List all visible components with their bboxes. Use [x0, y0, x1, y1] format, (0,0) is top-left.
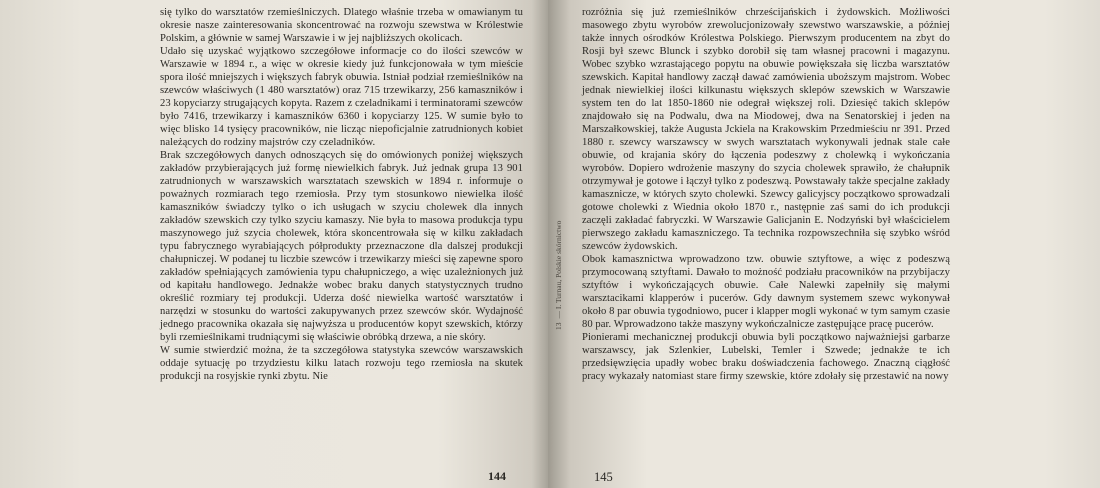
signature-mark [554, 217, 563, 330]
paragraph: Obok kamasznictwa wprowadzono tzw. obuwie sztyftowe, a więc z podeszwą przymocowaną sztyftami. Dawało to możność podziału pracowników na przybijaczy sztyftów i wykończających obuwie. Całe Nalewki zapełniły się małymi warsztacikami klapperów i pucerów. Gdy dawnym systemem szewc wykonywał około 8 par obuwia tygodniowo, pucer i klapper mogli wykonać w tym samym czasie 80 par. Wprowadzono także maszyny wykończalnicze zastępujące pracę pucerów. [582, 254, 950, 330]
paragraph: Pionierami mechanicznej produkcji obuwia byli początkowo najważniejsi garbarze warszawscy, jak Szlenkier, Lubelski, Temler i Szwede; jednakże te ich przedsięwzięcia upadły wobec braku doświadczenia fachowego. Znaczną ciągłość pracy wykazały natomiast stare firmy szewskie, które zdołały się przestawić na nowy [582, 332, 950, 382]
left-page-text [160, 6, 523, 383]
running-head: — I. Turnau, Polskie skórnictwo [554, 220, 563, 319]
paragraph: Udało się uzyskać wyjątkowo szczegółowe informacje co do ilości szewców w Warszawie w 1894 r., a więc w okresie kiedy już funkcjonowała w tym mieście spora ilość mniejszych i większych fabryk obuwia. Istniał podział rzemieślników na szewców właściwych (1 480 warsztatów) oraz 715 trzewikarzy, 256 kamaszników i 23 kopyciarzy strugających kopyta. Razem z czeladnikami i terminatorami szewców było 7416, trzewikarzy i kamaszników 6360 i kopyciarzy 125. W sumie było to więc blisko 14 tysięcy pracowników, nie licząc niepoficjalnie zatrudnionych kobiet należących do rodziny majstrów czy czeladników. [160, 46, 523, 148]
paragraph: się tylko do warsztatów rzemieślniczych. Dlatego właśnie trzeba w omawianym tu okresie nasze zainteresowania skoncentrować na rozwoju szewstwa w Królestwie Polskim, a głównie w samej Warszawie i w jej najbliższych okolicach. [160, 7, 523, 44]
paragraph: rozróżnia się już rzemieślników chrześcijańskich i żydowskich. Możliwości masowego zbytu wyrobów zrewolucjonizowały szewstwo warszawskie, a później także innych ośrodków Królestwa Polskiego. Pierwszym producentem na zbyt do Rosji był szewc Blunck i szybko dorobił się tam własnej pracowni i magazynu. Wobec szybko wzrastającego popytu na obuwie powiększała się liczba warsztatów szewskich. Kapitał handlowy zaczął dawać zamówienia uboższym majstrom. Wobec jednak niewielkiej ilości kilkunastu większych sklepów szewskich w Warszawie system ten do lat 1850-1860 nie odegrał większej roli. Dziesięć takich sklepów znajdowało się na Podwalu, dwa na Miodowej, dwa na Senatorskiej i jeden na Marszałkowskiej, także Augusta Jckiela na Krakowskim Przedmieściu nr 391. Przed 1880 r. szewcy warszawscy w swych warsztatach wykonywali jednak stale całe obuwie, od krajania skóry do łączenia podeszwy z cholewką i wykończania wyrobów. Dopiero wdrożenie maszyny do szycia cholewek sprawiło, że chałupnik otrzymywał je gotowe i łączył tylko z podeszwą. Powstawały także specjalne zakłady kamasznicze, w których szyto cholewki. Szewcy galicyjscy początkowo sprowadzali gotowe cholewki z Wiednia około 1870 r., następnie zaś sami do ich produkcji zaczęli zakładać fabryczki. W Warszawie Galicjanin E. Nodzyński był właścicielem pierwszego zakładu kamaszniczego. Ta technika rozpowszechniła się szybko wśród szewców żydowskich. [582, 7, 950, 252]
right-page [548, 0, 1100, 488]
paragraph: Brak szczegółowych danych odnoszących się do omówionych poniżej większych zakładów przybierających już formę niewielkich fabryk. Już jednak grupa 13 901 zatrudnionych w warszawskich warsztatach szewskich w 1894 r. informuje o poważnych rozmiarach tego rzemiosła. Przy tym stosunkowo niewielka ilość kamaszników świadczy tylko o ich usługach w szyciu cholewek dla innych zakładów szewskich czy tylko szyciu kamaszy. Nie była to masowa produkcja typu maszynowego już szycia cholewek, która skoncentrowała się w kilku zakładach typu fabrycznego wyrabiających półprodukty przeznaczone dla dalszej produkcji chałupniczej. W podanej tu liczbie szewców i trzewikarzy mieści się zapewne sporo zakładów spełniających zamówienia typu chałupniczego, a więc uzależnionych już od kapitału handlowego. Jednakże wobec braku danych statystycznych trudno określić rozmiary tej produkcji. Uderza dość niewielka wartość warsztatów i narzędzi w stosunku do wartości zakupywanych przez szewców skór. Wydajność jednego pracownika okazała się najwyższa u producentów kopyt szewskich, którzy byli rzemieślnikami trudniącymi się właściwie obróbką drzewa, a nie skóry. [160, 150, 523, 343]
page-number-left: 144 [488, 469, 506, 483]
page-number-right: 145 [594, 470, 613, 484]
right-page-text [582, 6, 950, 383]
paragraph: W sumie stwierdzić można, że ta szczegółowa statystyka szewców warszawskich oddaje sytuację po trzydziestu kilku latach rozwoju tego rzemiosła na skutek produkcji na rosyjskie rynki zbytu. Nie [160, 345, 523, 382]
left-page [0, 0, 548, 488]
signature-number: 13 [554, 322, 563, 330]
